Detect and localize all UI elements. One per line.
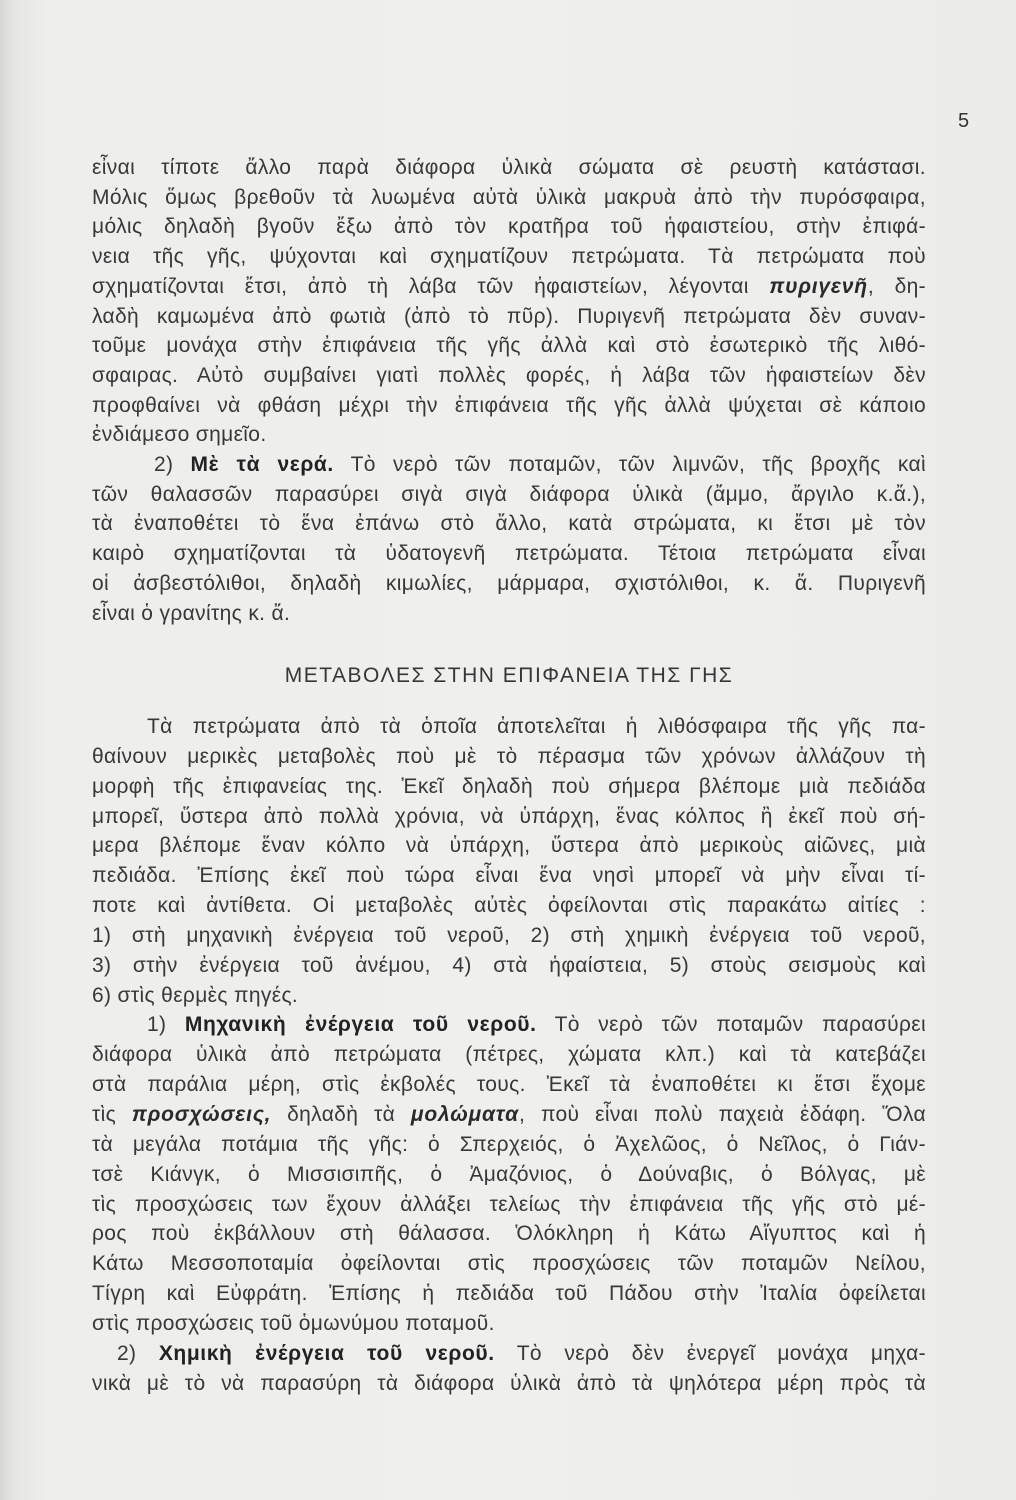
text-line: Μόλις ὅμως βρεθοῦν τὰ λυωμένα αὐτὰ ὑλικὰ μακρυὰ ἀπὸ τὴν πυρόσφαιρα,	[92, 185, 926, 209]
paragraph-igneous-rocks	[92, 153, 926, 450]
line-text: , δη-	[867, 274, 926, 298]
text-line: τὰ ἐναποθέτει τὸ ἕνα ἐπάνω στὸ ἄλλο, κατὰ στρώματα, κι ἔτσι μὲ τὸν	[92, 512, 926, 536]
text-line: ρος ποὺ ἐκβάλλουν στὴ θάλασσα. Ὁλόκληρη ἡ Κάτω Αἴγυπτος καὶ ἡ	[92, 1222, 926, 1246]
text-line: νεια τῆς γῆς, ψύχονται καὶ σχηματίζουν πετρώματα. Τὰ πετρώματα ποὺ	[92, 245, 926, 269]
text-line: εἶναι ὁ γρανίτης κ. ἄ.	[92, 601, 291, 625]
text-line	[92, 272, 926, 302]
text-line: λαδὴ καμωμένα ἀπὸ φωτιὰ (ἀπὸ τὸ πῦρ). Πυριγενῆ πετρώματα δὲν συναν-	[92, 304, 926, 328]
text-line: τὰ μεγάλα ποτάμια τῆς γῆς: ὁ Σπερχειός, ὁ Ἀχελῶος, ὁ Νεῖλος, ὁ Γιάν-	[92, 1132, 926, 1156]
text-line: 3) στὴν ἐνέργεια τοῦ ἀνέμου, 4) στὰ ἡφαίστεια, 5) στοὺς σεισμοὺς καὶ	[92, 953, 926, 977]
text-line: σφαιρας. Αὐτὸ συμβαίνει γιατὶ πολλὲς φορές, ἡ λάβα τῶν ἡφαιστείων δὲν	[92, 363, 926, 387]
line-text: δηλαδὴ τὰ	[271, 1102, 411, 1126]
line-text: Τὸ νερὸ τῶν ποταμῶν, τῶν λιμνῶν, τῆς βροχῆς καὶ	[333, 453, 926, 477]
text-line: Κάτω Μεσσοποταμία ὀφείλονται στὶς προσχώσεις τῶν ποταμῶν Νείλου,	[92, 1252, 926, 1276]
item-number: 2)	[117, 1341, 159, 1365]
text-line: οἱ ἀσβεστόλιθοι, δηλαδὴ κιμωλίες, μάρμαρα, σχιστόλιθοι, κ. ἄ. Πυριγενῆ	[92, 571, 926, 595]
text-line: μπορεῖ, ὕστερα ἀπὸ πολλὰ χρόνια, νὰ ὑπάρχη, ἕνας κόλπος ἢ ἐκεῖ ποὺ σή-	[92, 804, 926, 828]
page-number: 5	[958, 110, 970, 132]
term-emphasis: πυριγενῆ	[769, 274, 868, 298]
text-line: πεδιάδα. Ἐπίσης ἐκεῖ ποὺ τώρα εἶναι ἕνα νησὶ μπορεῖ νὰ μὴν εἶναι τί-	[92, 864, 926, 888]
text-line: εἶναι τίποτε ἄλλο παρὰ διάφορα ὑλικὰ σώματα σὲ ρευστὴ κατάστασι.	[92, 156, 926, 179]
text-line: μορφὴ τῆς ἐπιφανείας της. Ἐκεῖ δηλαδὴ ποὺ σήμερα βλέπομε μιὰ πεδιάδα	[92, 774, 926, 798]
text-line: στὰ παράλια μέρη, στὶς ἐκβολές τους. Ἐκεῖ τὰ ἐναποθέτει κι ἔτσι ἔχομε	[92, 1073, 926, 1097]
text-line: καιρὸ σχηματίζονται τὰ ὑδατογενῆ πετρώματα. Τέτοια πετρώματα εἶναι	[92, 542, 926, 566]
text-line: θαίνουν μερικὲς μεταβολὲς ποὺ μὲ τὸ πέρασμα τῶν χρόνων ἀλλάζουν τὴ	[92, 744, 926, 768]
term-emphasis: προσχώσεις,	[131, 1102, 272, 1126]
text-line: τσὲ Κιάνγκ, ὁ Μισσισιπῆς, ὁ Ἀμαζόνιος, ὁ Δούναβις, ὁ Βόλγας, μὲ	[92, 1162, 926, 1186]
text-line: τὶς προσχώσεις των ἔχουν ἀλλάξει τελείως τὴν ἐπιφάνεια τῆς γῆς στὸ μέ-	[92, 1192, 926, 1216]
paragraph-changes-intro	[92, 712, 926, 1010]
text-line: τῶν θαλασσῶν παρασύρει σιγὰ σιγὰ διάφορα ὑλικὰ (ἄμμο, ἄργιλο κ.ἄ.),	[92, 482, 926, 506]
line-text: Τὸ νερὸ δὲν ἐνεργεῖ μονάχα μηχα-	[494, 1341, 927, 1365]
text-line: στὶς προσχώσεις τοῦ ὁμωνύμου ποταμοῦ.	[92, 1311, 495, 1335]
section-heading: ΜΕΤΑΒΟΛΕΣ ΣΤΗΝ ΕΠΙΦΑΝΕΙΑ ΤΗΣ ΓΗΣ	[284, 664, 734, 687]
line-text: τὶς	[92, 1102, 132, 1126]
text-line: προφθαίνει νὰ φθάση μέχρι τὴν ἐπιφάνεια τῆς γῆς ἀλλὰ ψύχεται σὲ κάποιο	[92, 393, 926, 417]
item-title: Μηχανικὴ ἐνέργεια τοῦ νεροῦ.	[184, 1013, 537, 1037]
paragraph-sedimentary-rocks	[92, 450, 926, 628]
text-line: μόλις δηλαδὴ βγοῦν ἔξω ἀπὸ τὸν κρατῆρα τοῦ ἡφαιστείου, στὴν ἐπιφά-	[92, 215, 926, 239]
item-title: Μὲ τὰ νερά.	[190, 453, 334, 477]
text-line: 6) στὶς θερμὲς πηγές.	[92, 983, 299, 1007]
section-rock-formation	[92, 153, 926, 628]
text-line	[92, 450, 926, 480]
item-number: 2)	[154, 453, 191, 477]
text-line: 1) στὴ μηχανικὴ ἐνέργεια τοῦ νεροῦ, 2) στὴ χημικὴ ἐνέργεια τοῦ νεροῦ,	[92, 923, 926, 947]
term-emphasis: μολώματα	[410, 1102, 520, 1126]
text-line: Τὰ πετρώματα ἀπὸ τὰ ὁποῖα ἀποτελεῖται ἡ λιθόσφαιρα τῆς γῆς πα-	[147, 715, 926, 738]
item-number: 1)	[147, 1013, 185, 1037]
line-text: σχηματίζονται ἔτσι, ἀπὸ τὴ λάβα τῶν ἡφαιστείων, λέγονται	[92, 274, 770, 298]
paragraph-mechanical-action	[92, 1010, 926, 1338]
text-line: νικὰ μὲ τὸ νὰ παρασύρη τὰ διάφορα ὑλικὰ ἀπὸ τὰ ψηλότερα μέρη πρὸς τὰ	[92, 1371, 926, 1395]
line-text: Τὸ νερὸ τῶν ποταμῶν παρασύρει	[536, 1013, 926, 1037]
text-line: ἐνδιάμεσο σημεῖο.	[92, 423, 267, 447]
item-title: Χημικὴ ἐνέργεια τοῦ νεροῦ.	[158, 1341, 495, 1365]
line-text: , ποὺ εἶναι πολὺ παχειὰ ἐδάφη. Ὅλα	[519, 1102, 926, 1126]
text-line: μερα βλέπομε ἕναν κόλπο νὰ ὑπάρχη, ὕστερα ἀπὸ μερικοὺς αἰῶνες, μιὰ	[92, 834, 926, 858]
text-line	[92, 1339, 926, 1369]
text-line: ποτε καὶ ἀντίθετα. Οἱ μεταβολὲς αὐτὲς ὀφείλονται στὶς παρακάτω αἰτίες :	[92, 894, 926, 918]
text-line: διάφορα ὑλικὰ ἀπὸ πετρώματα (πέτρες, χώματα κλπ.) καὶ τὰ κατεβάζει	[92, 1043, 926, 1067]
text-line	[92, 1100, 926, 1130]
text-line: Τίγρη καὶ Εὐφράτη. Ἐπίσης ἡ πεδιάδα τοῦ Πάδου στὴν Ἰταλία ὀφείλεται	[92, 1282, 926, 1306]
text-line: τοῦμε μονάχα στὴν ἐπιφάνεια τῆς γῆς ἀλλὰ καὶ στὸ ἐσωτερικὸ τῆς λιθό-	[92, 334, 926, 358]
paragraph-chemical-action	[92, 1339, 926, 1399]
text-line	[92, 1010, 926, 1040]
section-surface-changes	[92, 712, 926, 1398]
